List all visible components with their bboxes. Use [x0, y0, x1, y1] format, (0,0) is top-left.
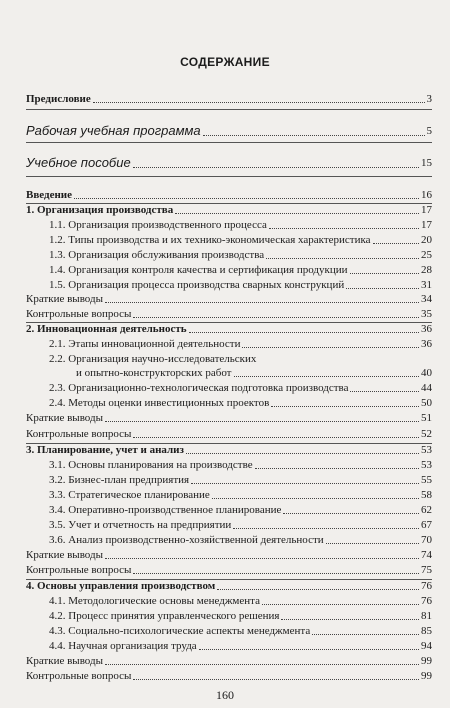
toc-entry-page: 31	[421, 279, 432, 291]
toc-entry-page: 17	[421, 204, 432, 216]
toc-entry-page: 36	[421, 323, 432, 335]
dot-leader	[262, 604, 419, 605]
dot-leader	[271, 406, 419, 407]
dot-leader	[203, 135, 425, 136]
toc-entry-3-2[interactable]	[49, 474, 432, 487]
toc-entry-3-5[interactable]	[49, 519, 432, 532]
dot-leader	[266, 258, 419, 259]
toc-entry-page: 36	[421, 338, 432, 350]
toc-entry-label: 3. Планирование, учет и анализ	[26, 444, 184, 456]
toc-entry-2-3[interactable]	[49, 382, 432, 395]
toc-entry-label: 4. Основы управления производством	[26, 580, 216, 592]
toc-entry-page: 85	[421, 625, 432, 637]
toc-entry-label: Предисловие	[26, 93, 91, 105]
toc-entry-page: 15	[421, 157, 432, 169]
toc-entry-4-4[interactable]	[49, 640, 432, 653]
toc-entry-summary-1[interactable]	[26, 293, 432, 306]
dot-leader	[186, 453, 419, 454]
toc-entry-page: 28	[421, 264, 432, 276]
dot-leader	[234, 376, 420, 377]
toc-entry-page: 75	[421, 564, 432, 576]
dot-leader	[283, 513, 419, 514]
toc-entry-page: 35	[421, 308, 432, 320]
dot-leader	[346, 288, 419, 289]
toc-entry-page: 99	[421, 655, 432, 667]
toc-entry-label: 1. Организация производства	[26, 204, 174, 216]
toc-entry-page: 81	[421, 610, 432, 622]
toc-entry-page: 20	[421, 234, 432, 246]
toc-entry-page: 16	[421, 189, 432, 201]
toc-entry-questions-3[interactable]	[26, 564, 432, 577]
toc-entry-summary-4[interactable]	[26, 655, 432, 668]
dot-leader	[199, 649, 419, 650]
toc-entry-label: 3.4. Оперативно-производственное планирование	[49, 504, 282, 516]
toc-entry-label: Краткие выводы	[26, 412, 103, 424]
dot-leader	[255, 468, 419, 469]
toc-entry-label: 1.3. Организация обслуживания производства	[49, 249, 265, 261]
toc-entry-page: 34	[421, 293, 432, 305]
toc-entry-1-1[interactable]	[49, 219, 432, 232]
dot-leader	[133, 167, 419, 168]
toc-entry-questions-1[interactable]	[26, 308, 432, 321]
toc-entry-program[interactable]	[26, 123, 432, 139]
toc-entry-summary-3[interactable]	[26, 549, 432, 562]
dot-leader	[373, 243, 419, 244]
toc-entry-page: 51	[421, 412, 432, 424]
toc-entry-label: 2.1. Этапы инновационной деятельности	[49, 338, 241, 350]
toc-entry-intro[interactable]	[26, 189, 432, 202]
section-divider	[26, 109, 432, 110]
toc-entry-label: Учебное пособие	[26, 155, 131, 170]
toc-entry-1-5[interactable]	[49, 279, 432, 292]
dot-leader	[350, 391, 419, 392]
toc-entry-1-4[interactable]	[49, 264, 432, 277]
toc-entry-label: Контрольные вопросы	[26, 564, 132, 576]
dot-leader	[217, 589, 419, 590]
dot-leader	[133, 573, 419, 574]
dot-leader	[133, 679, 419, 680]
toc-entry-label: 1.2. Типы производства и их технико-экономическая характеристика	[49, 234, 371, 246]
dot-leader	[212, 498, 419, 499]
dot-leader	[281, 619, 419, 620]
toc-entry-2-2[interactable]	[76, 367, 432, 380]
toc-entry-chapter-4[interactable]	[26, 580, 432, 593]
toc-entry-page: 5	[426, 125, 432, 137]
toc-entry-label: 3.6. Анализ производственно-хозяйственной деятельности	[49, 534, 324, 546]
toc-entry-label: Краткие выводы	[26, 655, 103, 667]
dot-leader	[312, 634, 419, 635]
dot-leader	[233, 528, 419, 529]
toc-entry-4-2[interactable]	[49, 610, 432, 623]
dot-leader	[105, 664, 419, 665]
toc-entry-label: 1.1. Организация производственного процесса	[49, 219, 267, 231]
toc-entry-label: 4.3. Социально-психологические аспекты менеджмента	[49, 625, 311, 637]
toc-entry-page: 3	[426, 93, 432, 105]
section-divider	[26, 142, 432, 143]
dot-leader	[93, 102, 425, 103]
toc-entry-2-1[interactable]	[49, 338, 432, 351]
toc-entry-3-3[interactable]	[49, 489, 432, 502]
toc-entry-questions-2[interactable]	[26, 428, 432, 441]
toc-entry-label: 3.1. Основы планирования на производстве	[49, 459, 253, 471]
toc-entry-summary-2[interactable]	[26, 412, 432, 425]
toc-entry-page: 17	[421, 219, 432, 231]
toc-entry-label: 4.4. Научная организация труда	[49, 640, 197, 652]
dot-leader	[242, 347, 419, 348]
toc-entry-page: 99	[421, 670, 432, 682]
dot-leader	[74, 198, 419, 199]
toc-entry-label: и опытно-конструкторских работ	[76, 367, 232, 379]
toc-entry-2-2-line-1[interactable]: 2.2. Организация научно-исследовательских	[49, 353, 257, 365]
dot-leader	[133, 437, 419, 438]
toc-entry-page: 94	[421, 640, 432, 652]
toc-entry-page: 70	[421, 534, 432, 546]
dot-leader	[191, 483, 419, 484]
toc-entry-chapter-1[interactable]	[26, 204, 432, 217]
toc-entry-3-6[interactable]	[49, 534, 432, 547]
toc-entry-label: 2. Инновационная деятельность	[26, 323, 187, 335]
dot-leader	[105, 302, 419, 303]
dot-leader	[105, 558, 419, 559]
toc-entry-label: Краткие выводы	[26, 549, 103, 561]
toc-entry-label: 2.3. Организационно-технологическая подготовка производства	[49, 382, 349, 394]
toc-entry-label: 4.2. Процесс принятия управленческого решения	[49, 610, 280, 622]
toc-entry-page: 62	[421, 504, 432, 516]
toc-entry-chapter-2[interactable]	[26, 323, 432, 336]
toc-entry-label: Рабочая учебная программа	[26, 123, 201, 138]
toc-entry-page: 53	[421, 444, 432, 456]
toc-entry-preface[interactable]	[26, 93, 432, 106]
toc-entry-page: 55	[421, 474, 432, 486]
toc-entry-questions-4[interactable]	[26, 670, 432, 683]
toc-entry-page: 25	[421, 249, 432, 261]
toc-entry-label: 3.5. Учет и отчетность на предприятии	[49, 519, 232, 531]
toc-entry-3-4[interactable]	[49, 504, 432, 517]
toc-entry-label: 2.4. Методы оценки инвестиционных проектов	[49, 397, 270, 409]
toc-entry-page: 44	[421, 382, 432, 394]
dot-leader	[269, 228, 419, 229]
dot-leader	[326, 543, 419, 544]
toc-entry-page: 52	[421, 428, 432, 440]
page-number: 160	[216, 688, 234, 702]
dot-leader	[350, 273, 419, 274]
toc-entry-3-1[interactable]	[49, 459, 432, 472]
toc-entry-label: 4.1. Методологические основы менеджмента	[49, 595, 260, 607]
toc-entry-label: 1.4. Организация контроля качества и сертификация продукции	[49, 264, 348, 276]
toc-entry-label: Введение	[26, 189, 73, 201]
dot-leader	[133, 317, 419, 318]
toc-entry-label: Контрольные вопросы	[26, 308, 132, 320]
toc-entry-4-1[interactable]	[49, 595, 432, 608]
toc-entry-page: 40	[421, 367, 432, 379]
toc-entry-page: 76	[421, 595, 432, 607]
toc-entry-label: Контрольные вопросы	[26, 670, 132, 682]
toc-entry-page: 74	[421, 549, 432, 561]
toc-entry-page: 67	[421, 519, 432, 531]
toc-title: СОДЕРЖАНИЕ	[180, 55, 270, 69]
toc-entry-page: 76	[421, 580, 432, 592]
section-divider	[26, 176, 432, 177]
toc-entry-label: 1.5. Организация процесса производства сварных конструкций	[49, 279, 345, 291]
toc-entry-label: 3.3. Стратегическое планирование	[49, 489, 210, 501]
toc-entry-page: 53	[421, 459, 432, 471]
dot-leader	[189, 332, 419, 333]
toc-entry-1-2[interactable]	[49, 234, 432, 247]
toc-entry-label: Контрольные вопросы	[26, 428, 132, 440]
toc-entry-label: 3.2. Бизнес-план предприятия	[49, 474, 190, 486]
toc-entry-page: 58	[421, 489, 432, 501]
dot-leader	[105, 421, 419, 422]
toc-entry-page: 50	[421, 397, 432, 409]
toc-entry-label: Краткие выводы	[26, 293, 103, 305]
toc-entry-chapter-3[interactable]	[26, 444, 432, 457]
toc-entry-1-3[interactable]	[49, 249, 432, 262]
dot-leader	[175, 213, 419, 214]
toc-entry-4-3[interactable]	[49, 625, 432, 638]
toc-entry-2-4[interactable]	[49, 397, 432, 410]
toc-entry-textbook[interactable]	[26, 155, 432, 171]
